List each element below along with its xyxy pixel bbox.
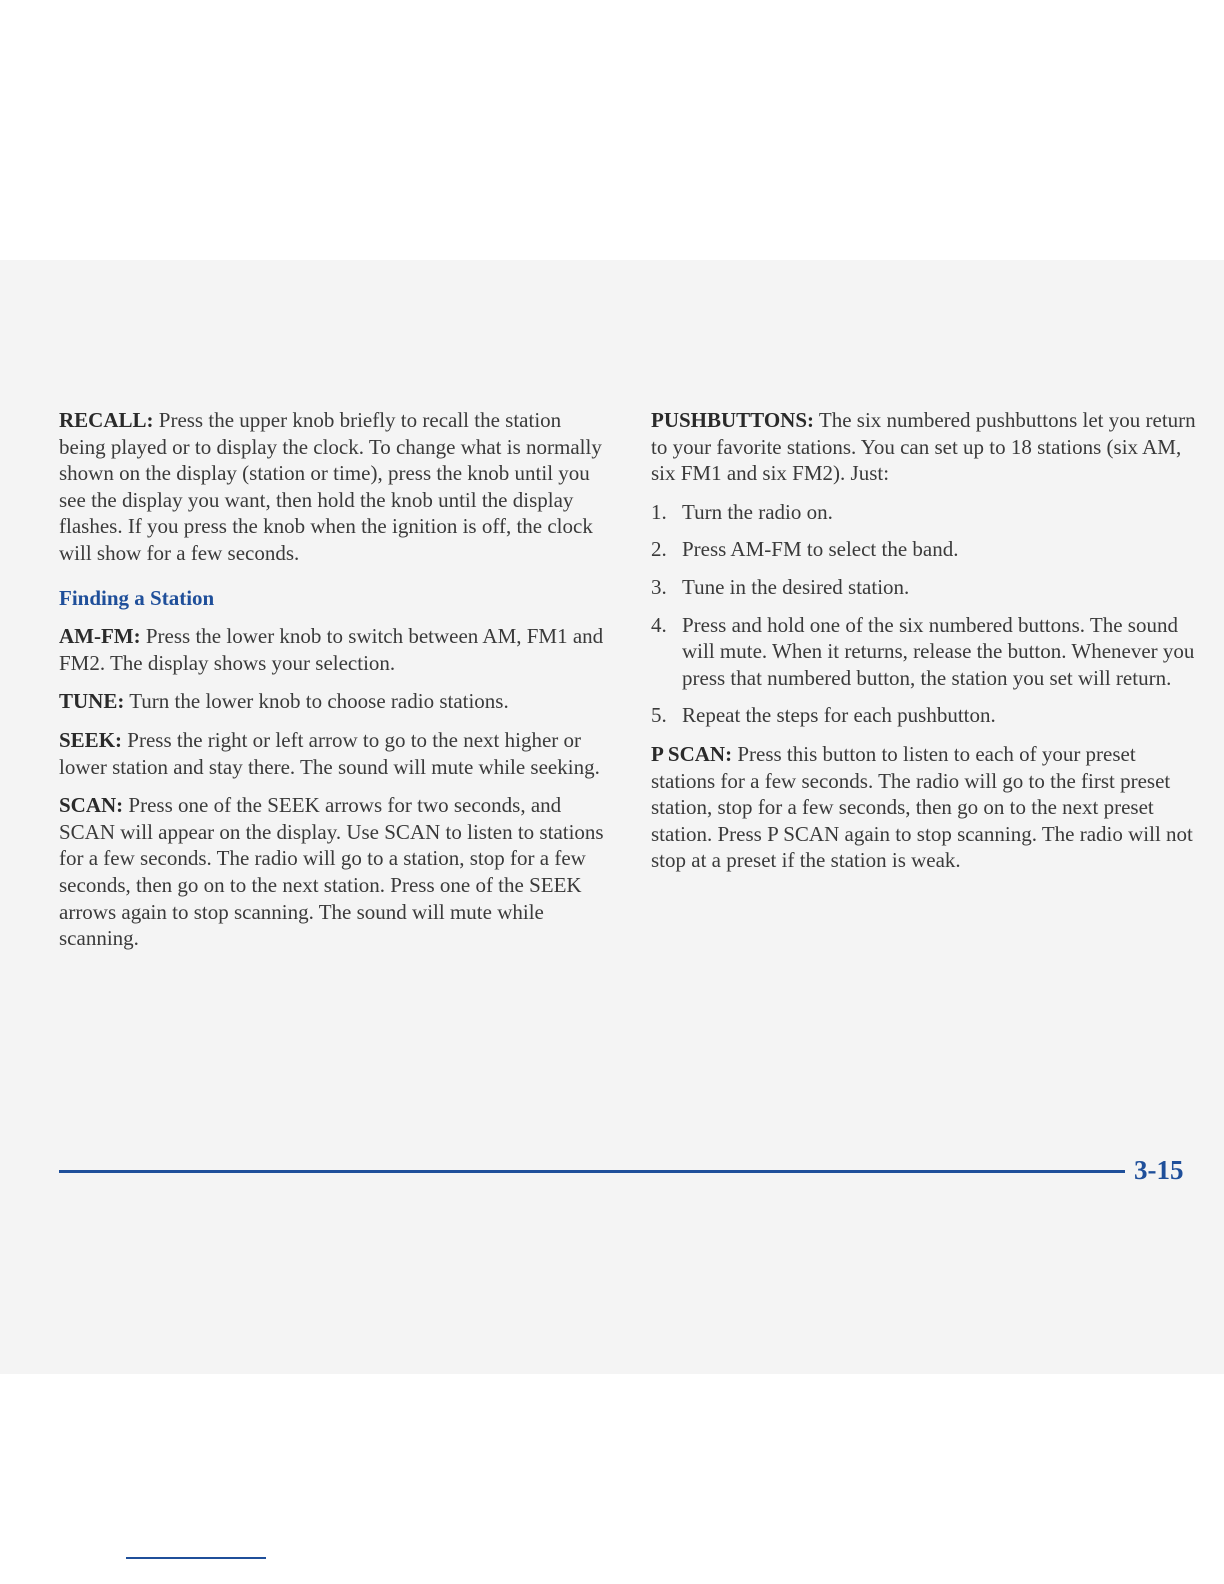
step-number: 3. xyxy=(651,574,667,599)
left-column xyxy=(59,407,604,964)
scan-paragraph xyxy=(59,792,604,952)
p-scan-paragraph xyxy=(651,741,1196,874)
seek-paragraph xyxy=(59,727,604,780)
p-scan-term: P SCAN: xyxy=(651,741,733,766)
recall-paragraph xyxy=(59,407,604,567)
seek-text: Press the right or left arrow to go to the next higher or lower station and stay there. The sound will mute while seeking. xyxy=(59,727,600,779)
recall-term: RECALL: xyxy=(59,408,154,432)
pushbuttons-paragraph xyxy=(651,407,1196,487)
p-scan-text: Press this button to listen to each of your preset stations for a few seconds. The radio will go to the first preset station, stop for a few seconds, then go on to the next preset station. Press P SCAN again to stop scanning. The radio will not stop at a preset if the station is weak. xyxy=(651,741,1193,873)
footer-rule xyxy=(59,1170,1125,1173)
list-item xyxy=(651,612,1196,692)
list-item xyxy=(651,536,1196,563)
pushbuttons-term: PUSHBUTTONS: xyxy=(651,408,814,432)
page-number: 3-15 xyxy=(1134,1155,1184,1185)
step-text: Press and hold one of the six numbered buttons. The sound will mute. When it returns, release the button. Whenever you press that numbered button, the station you set will return. xyxy=(682,612,1195,690)
scan-term: SCAN: xyxy=(59,793,124,818)
seek-term: SEEK: xyxy=(59,727,123,752)
step-text: Repeat the steps for each pushbutton. xyxy=(682,703,996,728)
step-text: Turn the radio on. xyxy=(682,499,833,524)
step-number: 4. xyxy=(651,612,667,637)
section-heading-finding-a-station: Finding a Station xyxy=(59,585,215,610)
step-text: Tune in the desired station. xyxy=(682,574,910,599)
recall-text: Press the upper knob briefly to recall the station being played or to display the clock. To change what is normally shown on the display (station or time), press the knob until you see the display you want, then hold the knob until the display flashes. If you press the knob when the ignition is off, the clock will show for a few seconds. xyxy=(59,408,602,565)
step-number: 2. xyxy=(651,537,667,562)
tune-text: Turn the lower knob to choose radio stations. xyxy=(124,689,509,714)
list-item xyxy=(651,702,1196,729)
right-column xyxy=(651,407,1196,886)
step-number: 5. xyxy=(651,703,667,728)
bottom-link-underline xyxy=(126,1557,266,1559)
pushbutton-steps-list xyxy=(651,499,1196,729)
am-fm-text: Press the lower knob to switch between AM, FM1 and FM2. The display shows your selection. xyxy=(59,624,604,675)
list-item xyxy=(651,574,1196,601)
list-item xyxy=(651,499,1196,526)
scan-text: Press one of the SEEK arrows for two seconds, and SCAN will appear on the display. Use SCAN to listen to stations for a few seconds. The radio will go to a station, stop for a few seconds, then go on to the next station. Press one of the SEEK arrows again to stop scanning. The sound will mute while scanning. xyxy=(59,793,604,951)
step-text: Press AM-FM to select the band. xyxy=(682,537,959,562)
am-fm-term: AM-FM: xyxy=(59,624,141,649)
step-number: 1. xyxy=(651,499,667,524)
am-fm-paragraph xyxy=(59,623,604,676)
tune-term: TUNE: xyxy=(59,689,125,714)
tune-paragraph xyxy=(59,688,604,715)
pushbuttons-text: The six numbered pushbuttons let you return to your favorite stations. You can set up to 18 stations (six AM, six FM1 and six FM2). Just: xyxy=(651,408,1196,486)
